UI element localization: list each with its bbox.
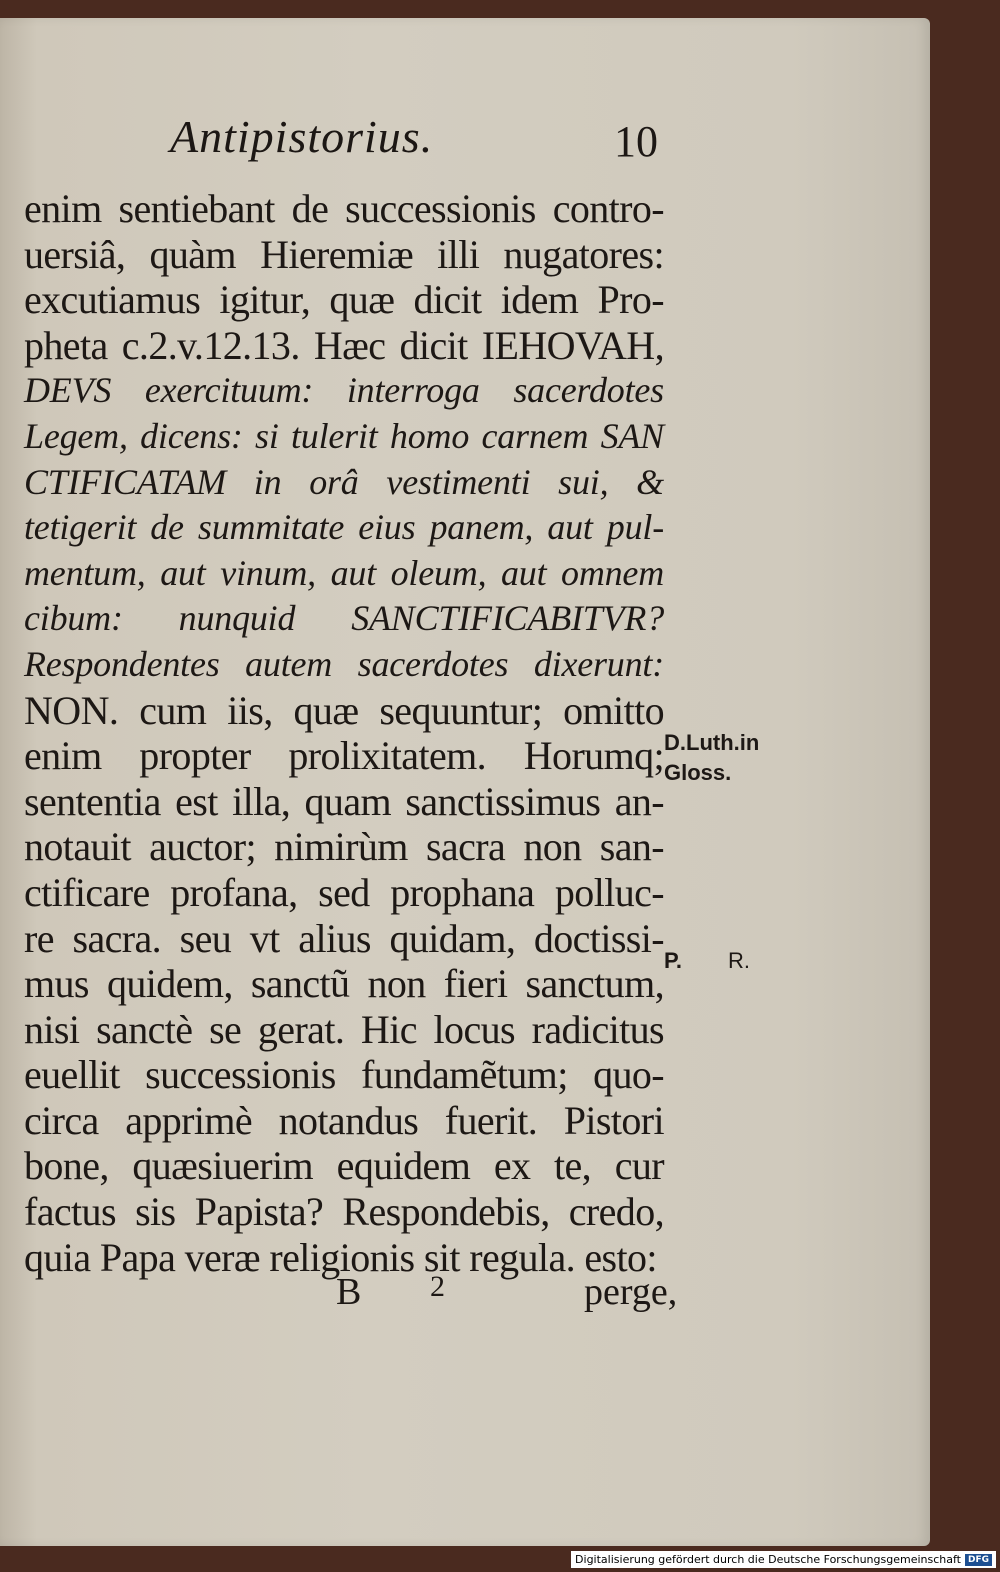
text-line: tetigerit de summitate eius panem, aut pul- xyxy=(24,507,664,548)
text-line: quia Papa veræ religionis sit regula. esto: xyxy=(24,1234,657,1280)
catchline xyxy=(24,1270,678,1316)
text-line: enim propter prolixitatem. Horumq; xyxy=(24,733,664,779)
digitization-credit xyxy=(571,1551,996,1568)
page-number: 10 xyxy=(614,117,658,166)
text-line: cibum: nunquid SANCTIFICABITVR? xyxy=(24,598,664,639)
text-line: enim sentiebant de successionis contro- xyxy=(24,186,664,231)
text-line: factus sis Papista? Respondebis, credo, xyxy=(24,1189,664,1235)
margin-note-p: P. xyxy=(664,948,682,973)
main-text-block xyxy=(24,186,664,1280)
text-line: mus quidem, sanctũ non fieri sanctum, xyxy=(24,961,664,1007)
text-line: mentum, aut vinum, aut oleum, aut omnem xyxy=(24,552,664,593)
text-line: ctificare profana, sed prophana polluc- xyxy=(24,869,664,915)
credit-text: Digitalisierung gefördert durch die Deutsche Forschungsgemeinschaft xyxy=(575,1553,961,1566)
catchword: perge, xyxy=(584,1271,678,1313)
text-line: Respondentes autem sacerdotes dixerunt: xyxy=(24,643,664,684)
signature-mark: B xyxy=(336,1271,362,1313)
text-line: CTIFICATAM in orâ vestimenti sui, & xyxy=(24,461,664,502)
running-head: Antipistorius. xyxy=(170,111,434,162)
text-line: circa apprimè notandus fuerit. Pistori xyxy=(24,1097,664,1143)
text-line: euellit successionis fundamẽtum; quo- xyxy=(24,1052,664,1098)
text-line: NON. cum iis, quæ sequuntur; omitto xyxy=(24,687,664,733)
text-line: nisi sanctè se gerat. Hic locus radicitus xyxy=(24,1006,664,1052)
margin-note-luther: D.Luth.in xyxy=(664,730,760,755)
text-line: uersiâ, quàm Hieremiæ illi nugatores: xyxy=(24,231,664,277)
margin-note-gloss: Gloss. xyxy=(664,760,732,785)
text-line: Legem, dicens: si tulerit homo carnem SAN xyxy=(24,415,664,456)
text-line: sententia est illa, quam sanctissimus an- xyxy=(24,778,664,824)
text-line: DEVS exercituum: interroga sacerdotes xyxy=(24,370,664,411)
text-line: excutiamus igitur, quæ dicit idem Pro- xyxy=(24,277,664,323)
text-line: bone, quæsiuerim equidem ex te, cur xyxy=(24,1143,664,1189)
text-line: pheta c.2.v.12.13. Hæc dicit IEHOVAH, xyxy=(24,322,664,368)
dfg-logo-icon: DFG xyxy=(965,1554,992,1566)
margin-note-r: R. xyxy=(728,948,750,973)
book-page xyxy=(0,18,930,1546)
signature-number: 2 xyxy=(430,1270,445,1303)
text-line: notauit auctor; nimirùm sacra non san- xyxy=(24,824,664,870)
text-line: re sacra. seu vt alius quidam, doctissi- xyxy=(24,915,664,961)
